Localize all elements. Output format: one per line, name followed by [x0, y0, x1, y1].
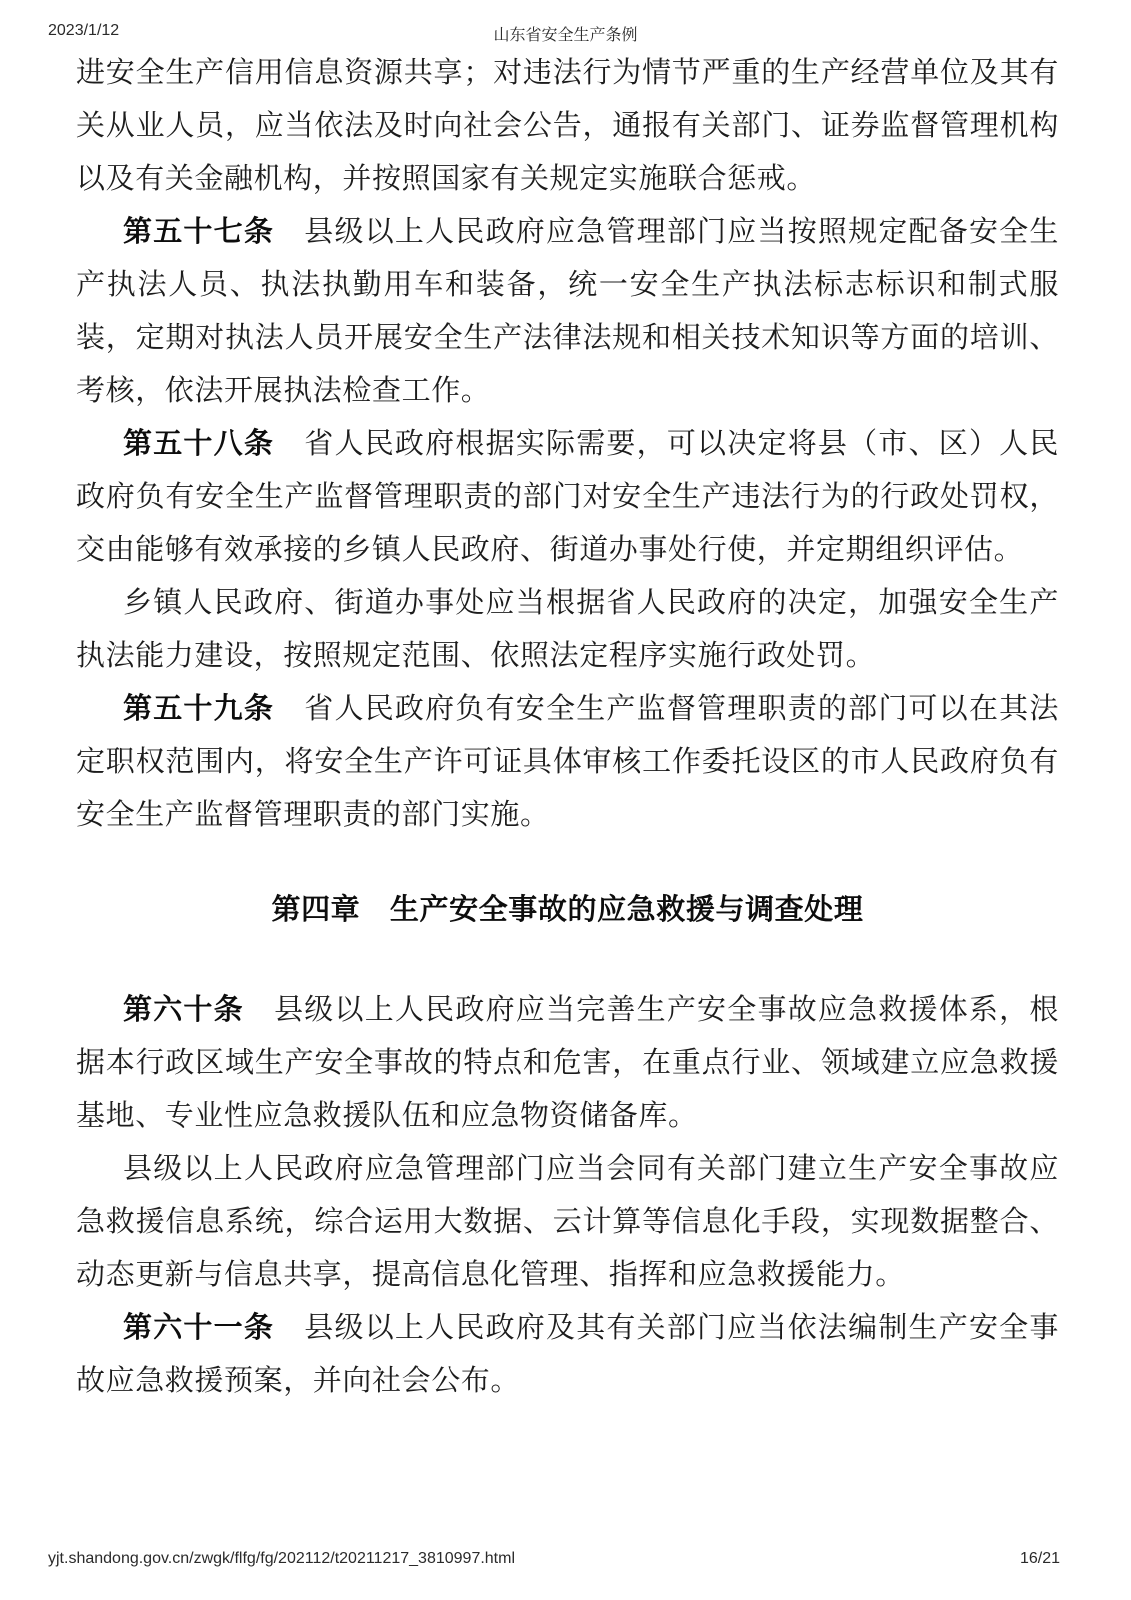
paragraph: 乡镇人民政府、街道办事处应当根据省人民政府的决定，加强安全生产执法能力建设，按照规定范围、依照法定程序实施行政处罚。 — [76, 587, 1059, 672]
paragraph: 第五十七条 县级以上人民政府应急管理部门应当按照规定配备安全生产执法人员、执法执勤用车和装备，统一安全生产执法标志标识和制式服装，定期对执法人员开展安全生产法律法规和相关技术知识等方面的培训、考核，依法开展执法检查工作。 — [76, 216, 1059, 407]
paragraph: 第六十条 县级以上人民政府应当完善生产安全事故应急救援体系，根据本行政区域生产安全事故的特点和危害，在重点行业、领域建立应急救援基地、专业性应急救援队伍和应急物资储备库。 — [76, 994, 1059, 1132]
article-number: 第五十九条 — [123, 693, 275, 725]
header-print-date: 2023/1/12 — [48, 22, 120, 39]
footer-page-indicator: 16/21 — [1019, 1550, 1060, 1567]
print-footer — [48, 1550, 1083, 1572]
print-header — [48, 22, 1083, 44]
document-body — [76, 47, 1059, 1408]
article-number: 第五十八条 — [123, 428, 275, 460]
article-number: 第六十条 — [123, 994, 244, 1026]
paragraph: 第六十一条 县级以上人民政府及其有关部门应当依法编制生产安全事故应急救援预案，并向社会公布。 — [76, 1312, 1059, 1397]
article-number: 第六十一条 — [123, 1312, 275, 1344]
paragraph: 第五十八条 省人民政府根据实际需要，可以决定将县（市、区）人民政府负有安全生产监督管理职责的部门对安全生产违法行为的行政处罚权，交由能够有效承接的乡镇人民政府、街道办事处行使，并定期组织评估。 — [76, 428, 1059, 566]
paragraph: 第五十九条 省人民政府负有安全生产监督管理职责的部门可以在其法定职权范围内，将安全生产许可证具体审核工作委托设区的市人民政府负有安全生产监督管理职责的部门实施。 — [76, 693, 1059, 831]
article-number: 第五十七条 — [123, 216, 275, 248]
footer-source-url: yjt.shandong.gov.cn/zwgk/flfg/fg/202112/t20211217_3810997.html — [48, 1550, 516, 1567]
paragraph: 县级以上人民政府应急管理部门应当会同有关部门建立生产安全事故应急救援信息系统，综合运用大数据、云计算等信息化手段，实现数据整合、动态更新与信息共享，提高信息化管理、指挥和应急救援能力。 — [76, 1153, 1059, 1291]
chapter-heading: 第四章 生产安全事故的应急救援与调查处理 — [271, 894, 864, 926]
header-document-title: 山东省安全生产条例 — [493, 27, 638, 44]
paragraph: 进安全生产信用信息资源共享；对违法行为情节严重的生产经营单位及其有关从业人员，应当依法及时向社会公告，通报有关部门、证券监督管理机构以及有关金融机构，并按照国家有关规定实施联合惩戒。 — [76, 57, 1059, 195]
